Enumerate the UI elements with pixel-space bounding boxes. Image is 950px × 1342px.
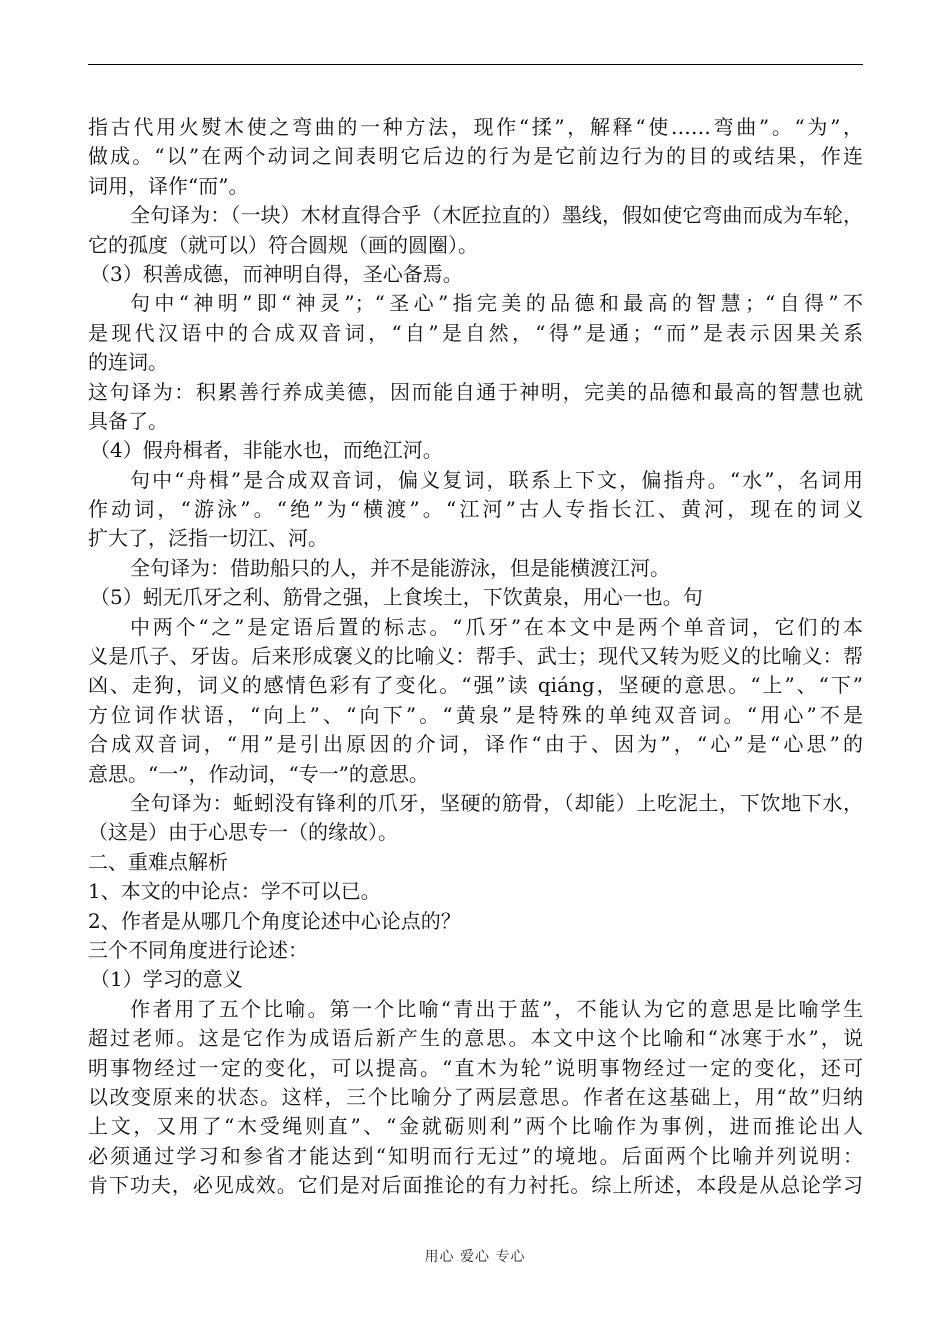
document-body [88, 113, 863, 1200]
text-line: 是现代汉语中的合成双音词，“自”是自然，“得”是通；“而”是表示因果关系 [88, 320, 863, 345]
section-heading: （1）学习的意义 [90, 967, 243, 992]
section-heading: 二、重难点解析 [88, 849, 228, 874]
text-line: 作者用了五个比喻。第一个比喻“青出于蓝”，不能认为它的意思是比喻学生 [130, 996, 863, 1021]
text-line: 做成。“以”在两个动词之间表明它后边的行为是它前边行为的目的或结果，作连 [88, 144, 863, 169]
text-line: 具备了。 [88, 408, 168, 433]
text-line: 明事物经过一定的变化，可以提高。“直木为轮”说明事物经过一定的变化，还可 [88, 1055, 863, 1080]
text-line: 方位词作状语，“向上”、“向下”。“黄泉”是特殊的单纯双音词。“用心”不是 [88, 702, 863, 727]
page-footer: 用心 爱心 专心 [424, 1249, 526, 1265]
text-line: 肯下功夫，必见成效。它们是对后面推论的有力衬托。综上所述，本段是从总论学习 [88, 1173, 863, 1198]
text-line: 句中“舟楫”是合成双音词，偏义复词，联系上下文，偏指舟。“水”，名词用 [130, 467, 863, 492]
text-line: 以改变原来的状态。这样，三个比喻分了两层意思。作者在这基础上，用“故”归纳 [88, 1084, 863, 1109]
text-line: 指古代用火熨木使之弯曲的一种方法，现作“揉”，解释“使……弯曲”。“为”， [88, 115, 863, 139]
text-line: 扩大了，泛指一切江、河。 [88, 526, 328, 551]
text-line: 义是爪子、牙齿。后来形成褒义的比喻义：帮手、武士；现代又转为贬义的比喻义：帮 [88, 644, 863, 669]
text-line: 1、本文的中论点：学不可以已。 [88, 879, 381, 904]
text-line: 2、作者是从哪几个角度论述中心论点的？ [88, 908, 461, 933]
text-line: 三个不同角度进行论述： [88, 937, 308, 962]
text-line: （这是）由于心思专一（的缘故）。 [88, 820, 398, 845]
section-heading: （3）积善成德，而神明自得，圣心备焉。 [90, 261, 463, 286]
text-line: 中两个“之”是定语后置的标志。“爪牙”在本文中是两个单音词，它们的本 [130, 614, 863, 639]
text-line: 全句译为：借助船只的人，并不是能游泳，但是能横渡江河。 [130, 555, 670, 580]
section-heading: （4）假舟楫者，非能水也，而绝江河。 [90, 438, 443, 463]
text-line: 超过老师。这是它作为成语后新产生的意思。本文中这个比喻和“冰寒于水”，说 [88, 1026, 863, 1051]
text-line: 凶、走狗，词义的感情色彩有了变化。“强”读 qiáng，坚硬的意思。“上”、“下” [88, 673, 863, 698]
text-line: 词用，译作“而”。 [88, 173, 249, 198]
header-rule [88, 64, 863, 65]
text-line: 全句译为：蚯蚓没有锋利的爪牙，坚硬的筋骨，（却能）上吃泥土，下饮地下水， [130, 790, 863, 815]
text-line: 意思。“一”，作动词，“专一”的意思。 [88, 761, 429, 786]
text-line: 这句译为：积累善行养成美德，因而能自通于神明，完美的品德和最高的智慧也就 [88, 379, 863, 404]
text-line: 合成双音词，“用”是引出原因的介词，译作“由于、因为”，“心”是“心思”的 [88, 732, 863, 757]
text-line: 的连词。 [88, 350, 168, 375]
text-line: 它的孤度（就可以）符合圆规（画的圆圈）。 [88, 232, 478, 257]
section-heading: （5）蚓无爪牙之利、筋骨之强，上食埃土，下饮黄泉，用心一也。句 [90, 585, 703, 610]
text-line: 必须通过学习和参省才能达到“知明而行无过”的境地。后面两个比喻并列说明： [88, 1143, 863, 1168]
text-line: 作动词，“游泳”。“绝”为“横渡”。“江河”古人专指长江、黄河，现在的词义 [88, 497, 863, 522]
text-line: 上文，又用了“木受绳则直”、“金就砺则利”两个比喻作为事例，进而推论出人 [88, 1114, 863, 1139]
text-line: 全句译为：（一块）木材直得合乎（木匠拉直的）墨线，假如使它弯曲而成为车轮， [130, 203, 863, 228]
text-line: 句中“神明”即“神灵”；“圣心”指完美的品德和最高的智慧；“自得”不 [130, 291, 863, 316]
